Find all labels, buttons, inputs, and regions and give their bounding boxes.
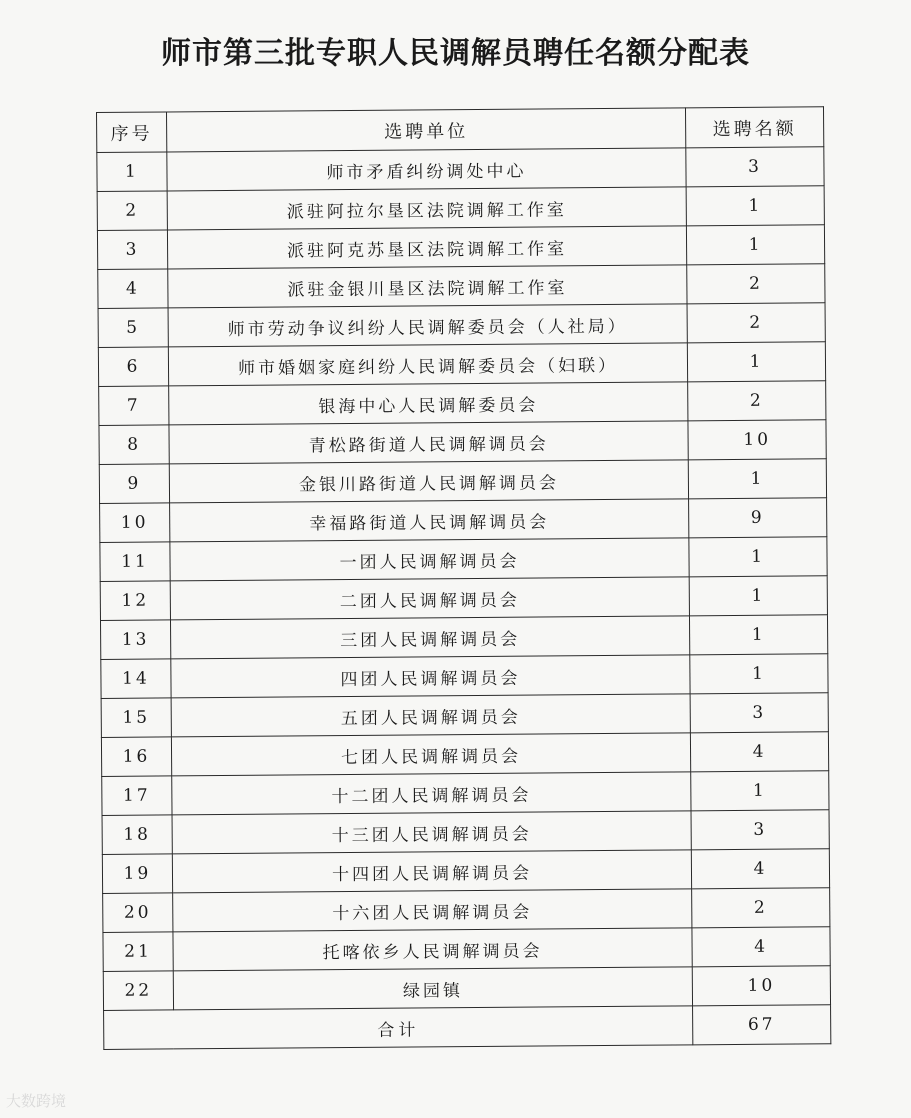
table-row	[103, 927, 830, 972]
table-row	[99, 381, 826, 426]
row-quota: 1	[690, 615, 828, 655]
row-no: 7	[99, 386, 169, 426]
row-unit: 五团人民调解调员会	[171, 694, 691, 737]
row-quota: 1	[689, 576, 827, 616]
row-no: 5	[98, 308, 168, 348]
table-header-row	[97, 107, 824, 153]
row-unit: 派驻金银川垦区法院调解工作室	[168, 265, 688, 308]
row-no: 6	[98, 347, 168, 387]
table-row	[102, 771, 829, 816]
table-row	[98, 264, 825, 309]
row-quota: 10	[688, 420, 826, 460]
row-unit: 十四团人民调解调员会	[172, 850, 692, 893]
row-unit: 派驻阿拉尔垦区法院调解工作室	[167, 187, 687, 230]
row-quota: 2	[688, 381, 826, 421]
table-row	[103, 888, 830, 933]
row-unit: 十三团人民调解调员会	[172, 811, 692, 854]
row-quota: 10	[692, 966, 830, 1006]
table-row	[101, 693, 828, 738]
row-quota: 3	[686, 147, 824, 187]
row-quota: 4	[692, 927, 830, 967]
row-no: 13	[100, 620, 170, 660]
row-quota: 1	[687, 225, 825, 265]
row-unit: 十六团人民调解调员会	[173, 889, 693, 932]
row-no: 14	[101, 659, 171, 699]
table-row	[101, 654, 828, 699]
row-unit: 绿园镇	[173, 967, 693, 1010]
row-unit: 二团人民调解调员会	[170, 577, 690, 620]
row-no: 1	[97, 152, 167, 192]
row-quota: 9	[689, 498, 827, 538]
row-no: 21	[103, 932, 173, 972]
table-row	[101, 732, 828, 777]
table-row	[98, 342, 825, 387]
table-body	[97, 147, 831, 1011]
row-quota: 1	[690, 654, 828, 694]
row-unit: 师市劳动争议纠纷人民调解委员会（人社局）	[168, 304, 688, 347]
row-unit: 三团人民调解调员会	[170, 616, 690, 659]
row-quota: 1	[688, 459, 826, 499]
header-quota: 选聘名额	[686, 107, 824, 148]
total-quota: 67	[693, 1005, 831, 1045]
row-quota: 4	[691, 732, 829, 772]
row-no: 22	[103, 971, 173, 1011]
row-no: 4	[98, 269, 168, 309]
row-no: 3	[97, 230, 167, 270]
row-no: 8	[99, 425, 169, 465]
table-row	[102, 849, 829, 894]
page-title: 师市第三批专职人民调解员聘任名额分配表	[161, 36, 750, 71]
row-quota: 4	[691, 849, 829, 889]
row-unit: 派驻阿克苏垦区法院调解工作室	[167, 226, 687, 269]
row-quota: 1	[689, 537, 827, 577]
table-row	[103, 966, 830, 1011]
row-quota: 2	[692, 888, 830, 928]
table-row	[100, 537, 827, 582]
row-quota: 3	[691, 810, 829, 850]
header-no: 序号	[97, 112, 167, 153]
row-no: 16	[101, 737, 171, 777]
row-unit: 七团人民调解调员会	[171, 733, 691, 776]
row-no: 10	[100, 503, 170, 543]
row-quota: 1	[687, 342, 825, 382]
row-unit: 一团人民调解调员会	[170, 538, 690, 581]
table-row	[100, 498, 827, 543]
table-row	[98, 303, 825, 348]
table-row	[97, 147, 824, 192]
row-unit: 师市婚姻家庭纠纷人民调解委员会（妇联）	[168, 343, 688, 386]
quota-table-wrapper	[96, 106, 831, 1050]
row-quota: 3	[690, 693, 828, 733]
row-unit: 四团人民调解调员会	[171, 655, 691, 698]
row-unit: 托喀依乡人民调解调员会	[173, 928, 693, 971]
table-row	[102, 810, 829, 855]
row-unit: 银海中心人民调解委员会	[169, 382, 689, 425]
row-no: 2	[97, 191, 167, 231]
row-no: 15	[101, 698, 171, 738]
watermark-logo: 大数跨境	[6, 1092, 67, 1110]
row-no: 19	[102, 854, 172, 894]
row-no: 9	[99, 464, 169, 504]
row-no: 11	[100, 542, 170, 582]
row-no: 20	[103, 893, 173, 933]
table-row	[97, 225, 824, 270]
header-unit: 选聘单位	[166, 108, 686, 152]
row-quota: 1	[691, 771, 829, 811]
row-unit: 幸福路街道人民调解调员会	[169, 499, 689, 542]
total-row	[104, 1005, 831, 1050]
table-row	[100, 615, 827, 660]
table-row	[100, 576, 827, 621]
row-no: 18	[102, 815, 172, 855]
table-row	[97, 186, 824, 231]
row-unit: 青松路街道人民调解调员会	[169, 421, 689, 464]
row-unit: 十二团人民调解调员会	[172, 772, 692, 815]
table-row	[99, 420, 826, 465]
row-no: 17	[102, 776, 172, 816]
row-quota: 2	[687, 303, 825, 343]
total-label: 合计	[104, 1006, 693, 1050]
row-quota: 1	[686, 186, 824, 226]
row-quota: 2	[687, 264, 825, 304]
row-unit: 金银川路街道人民调解调员会	[169, 460, 689, 503]
table-row	[99, 459, 826, 504]
row-no: 12	[100, 581, 170, 621]
row-unit: 师市矛盾纠纷调处中心	[167, 148, 687, 191]
quota-table	[96, 106, 831, 1050]
